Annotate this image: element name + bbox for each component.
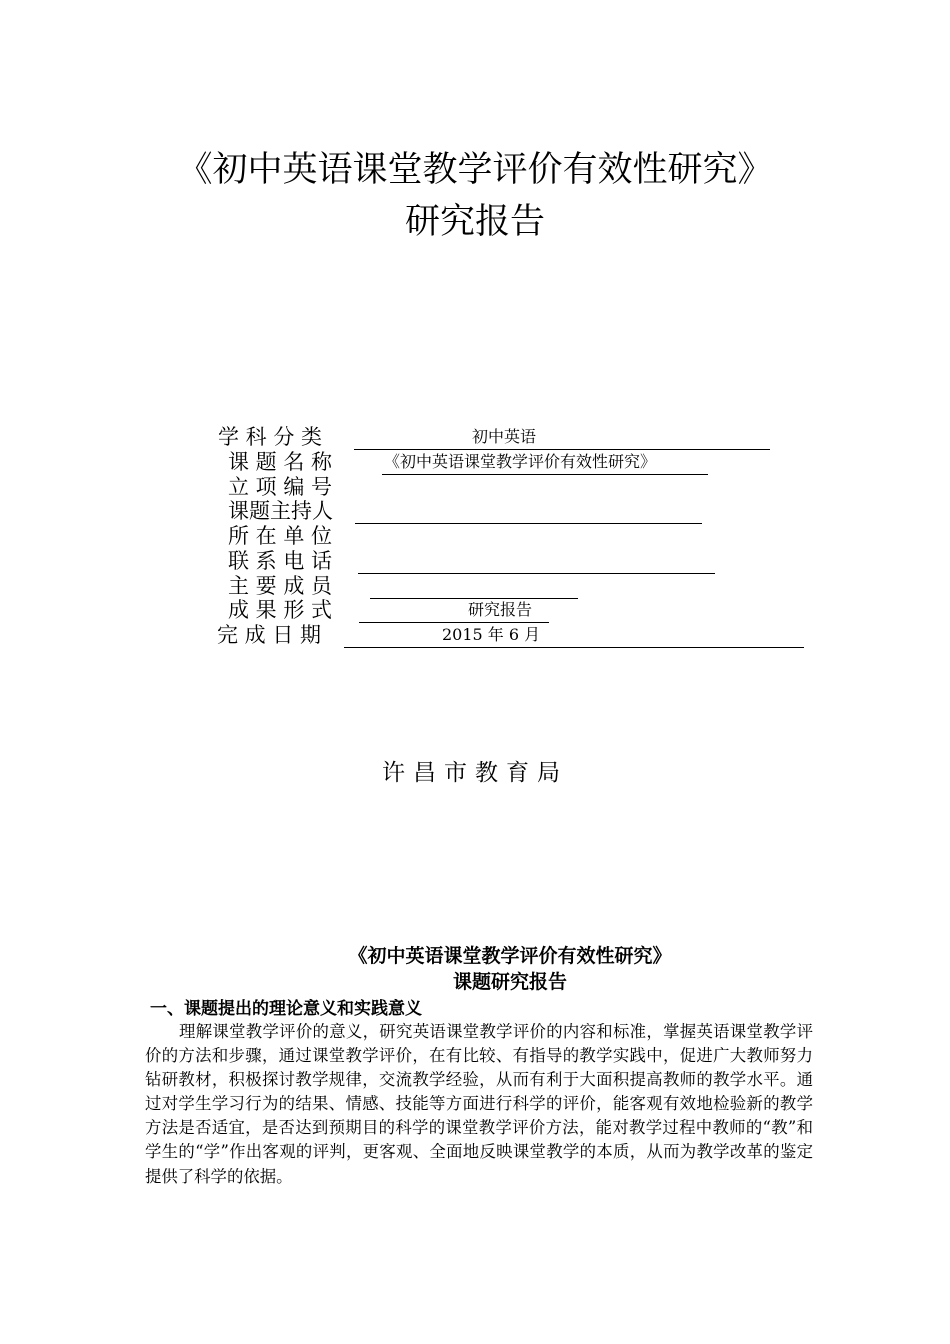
topic-label: 课 题 名 称 — [228, 450, 333, 474]
form-row-phone — [228, 548, 718, 574]
phone-underline — [358, 548, 715, 574]
report-subtitle: 课题研究报告 — [452, 971, 567, 993]
form-row-unit — [228, 523, 428, 549]
section-heading-1: 一、课题提出的理论意义和实践意义 — [150, 999, 422, 1019]
result-value: 研究报告 — [468, 600, 533, 619]
cover-subtitle: 研究报告 — [404, 202, 545, 242]
project-no-label: 立 项 编 号 — [228, 475, 333, 499]
form-row-result — [228, 597, 558, 623]
members-underline — [370, 573, 578, 599]
date-underline — [344, 622, 804, 648]
subject-label: 学 科 分 类 — [218, 425, 323, 449]
issuing-agency: 许昌市教育局 — [382, 760, 568, 786]
subject-value: 初中英语 — [472, 427, 537, 446]
report-title: 《初中英语课堂教学评价有效性研究》 — [348, 945, 672, 967]
form-row-date — [217, 622, 807, 648]
topic-value: 《初中英语课堂教学评价有效性研究》 — [384, 452, 657, 471]
unit-label: 所 在 单 位 — [228, 524, 333, 548]
cover-title: 《初中英语课堂教学评价有效性研究》 — [177, 150, 773, 190]
result-label: 成 果 形 式 — [228, 598, 333, 622]
form-row-subject — [218, 424, 618, 450]
phone-label: 联 系 电 话 — [228, 549, 333, 573]
host-label: 课题主持人 — [228, 499, 333, 523]
date-label: 完 成 日 期 — [217, 623, 322, 647]
members-label: 主 要 成 员 — [228, 574, 333, 598]
date-value: 2015 年 6 月 — [442, 625, 541, 644]
host-underline — [355, 498, 702, 524]
form-row-project-no — [228, 474, 428, 500]
form-row-members — [228, 573, 588, 599]
form-row-host — [228, 498, 708, 524]
form-row-topic — [228, 449, 728, 475]
section-paragraph-1: 理解课堂教学评价的意义，研究英语课堂教学评价的内容和标准，掌握英语课堂教学评价的方法和步骤，通过课堂教学评价，在有比较、有指导的教学实践中，促进广大教师努力钻研教材，积极探讨教学规律，交流教学经验，从而有利于大面积提高教师的教学水平。通过对学生学习行为的结果、情感、技能等方面进行科学的评价，能客观有效地检验新的教学方法是否适宜，是否达到预期目的科学的课堂教学评价方法，能对教学过程中教师的“教”和学生的“学”作出客观的评判，更客观、全面地反映课堂教学的本质，从而为教学改革的鉴定提供了科学的依据。 — [145, 1022, 813, 1186]
subject-underline — [354, 424, 770, 450]
